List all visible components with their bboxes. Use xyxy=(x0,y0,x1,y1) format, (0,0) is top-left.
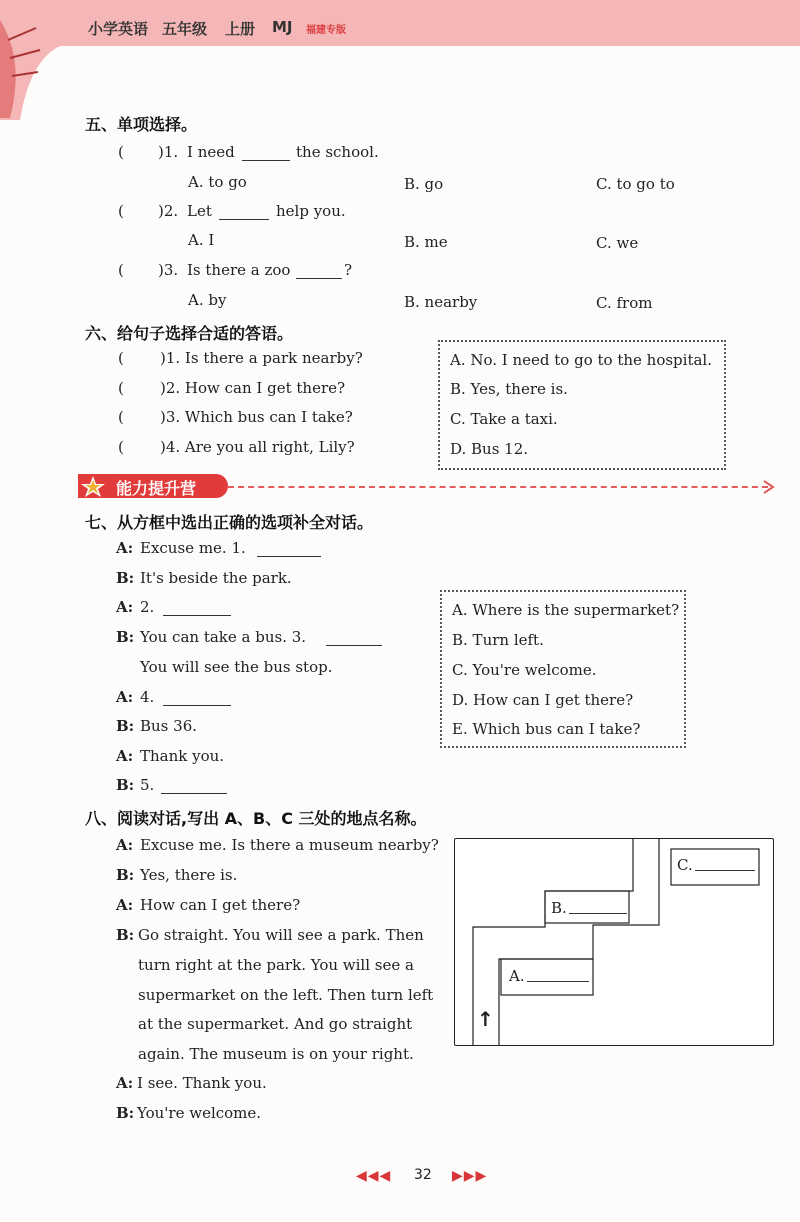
s8-line-2: Yes, there is. xyxy=(140,866,238,884)
s8-speaker-2: B: xyxy=(116,866,135,884)
s6-q2-text: )2. How can I get there? xyxy=(160,379,346,397)
s5-q1-option-b[interactable]: B. go xyxy=(404,175,444,193)
s7-line-2: It's beside the park. xyxy=(140,569,292,587)
map-label-c: C. xyxy=(677,856,693,874)
route-map xyxy=(454,838,774,1046)
map-blank-a[interactable] xyxy=(527,967,589,982)
footer-right-arrows: ▶▶▶ xyxy=(452,1168,488,1184)
s5-q2-blank[interactable] xyxy=(219,205,269,220)
s7-blank-2[interactable] xyxy=(163,601,231,616)
header-term: 上册 xyxy=(225,20,256,38)
s6-answer-a: A. No. I need to go to the hospital. xyxy=(450,351,712,369)
s6-q4-text: )4. Are you all right, Lily? xyxy=(160,438,355,456)
s6-q3-text: )3. Which bus can I take? xyxy=(160,408,353,426)
banner-dash-line xyxy=(228,486,768,488)
s8-line-5: turn right at the park. You will see a xyxy=(138,956,414,974)
map-blank-b[interactable] xyxy=(569,899,627,914)
s8-line-3: How can I get there? xyxy=(140,896,301,914)
s7-speaker-6: A: xyxy=(116,688,134,706)
s5-q2-num: )2. xyxy=(158,202,179,220)
s5-q2-stem-b: help you. xyxy=(276,202,346,220)
s5-q3-num: )3. xyxy=(158,261,179,279)
s7-speaker-4: B: xyxy=(116,628,135,646)
s5-q3-option-b[interactable]: B. nearby xyxy=(404,293,478,311)
s8-speaker-9: A: xyxy=(116,1074,134,1092)
s6-q2-paren: ( xyxy=(118,379,124,397)
s5-q2-option-a[interactable]: A. I xyxy=(188,231,215,249)
s5-q3-option-c[interactable]: C. from xyxy=(596,294,653,312)
header-grade: 五年级 xyxy=(162,20,208,38)
s5-q1-blank[interactable] xyxy=(242,146,290,161)
header-subject: 小学英语 xyxy=(88,20,149,38)
map-label-b: B. xyxy=(551,899,567,917)
s7-option-d: D. How can I get there? xyxy=(452,691,634,709)
s5-q2-stem-a: Let xyxy=(187,202,212,220)
s8-line-9: I see. Thank you. xyxy=(137,1074,267,1092)
s7-blank-5[interactable] xyxy=(161,779,227,794)
s8-line-1: Excuse me. Is there a museum nearby? xyxy=(140,836,439,854)
s6-q3-paren: ( xyxy=(118,408,124,426)
s7-speaker-3: A: xyxy=(116,598,134,616)
s7-option-b: B. Turn left. xyxy=(452,631,544,649)
s8-speaker-4: B: xyxy=(116,926,135,944)
s7-option-e: E. Which bus can I take? xyxy=(452,720,641,738)
s7-speaker-1: A: xyxy=(116,539,134,557)
s5-q2-paren: ( xyxy=(118,202,124,220)
s6-q1-paren: ( xyxy=(118,349,124,367)
s8-speaker-10: B: xyxy=(116,1104,135,1122)
s5-q1-option-c[interactable]: C. to go to xyxy=(596,175,675,193)
s8-speaker-3: A: xyxy=(116,896,134,914)
s7-line-1: Excuse me. 1. xyxy=(140,539,246,557)
s7-line-5: You will see the bus stop. xyxy=(140,658,333,676)
s8-speaker-1: A: xyxy=(116,836,134,854)
s5-q1-stem-a: I need xyxy=(187,143,235,161)
s6-answer-box xyxy=(438,340,726,470)
s7-blank-3[interactable] xyxy=(326,631,382,646)
s6-answer-b: B. Yes, there is. xyxy=(450,380,568,398)
s7-line-8: Thank you. xyxy=(140,747,225,765)
s6-q4-paren: ( xyxy=(118,438,124,456)
map-blank-c[interactable] xyxy=(695,856,755,871)
s5-q1-option-a[interactable]: A. to go xyxy=(188,173,247,191)
map-label-a: A. xyxy=(509,967,525,985)
s8-line-4: Go straight. You will see a park. Then xyxy=(138,926,424,944)
section7-title: 七、从方框中选出正确的选项补全对话。 xyxy=(85,513,374,532)
s5-q3-blank[interactable] xyxy=(296,264,342,279)
header-badge: 福建专版 xyxy=(306,25,346,36)
star-icon xyxy=(80,475,106,497)
s7-line-4: You can take a bus. 3. xyxy=(140,628,307,646)
s5-q3-stem-b: ? xyxy=(344,261,353,279)
page-number: 32 xyxy=(414,1167,432,1183)
s7-speaker-9: B: xyxy=(116,776,135,794)
up-arrow-icon: ↑ xyxy=(477,1007,494,1031)
s7-line-3: 2. xyxy=(140,598,155,616)
section8-title: 八、阅读对话,写出 A、B、C 三处的地点名称。 xyxy=(85,809,427,828)
s7-speaker-8: A: xyxy=(116,747,134,765)
s7-option-c: C. You're welcome. xyxy=(452,661,597,679)
s5-q2-option-c[interactable]: C. we xyxy=(596,234,639,252)
s5-q3-option-a[interactable]: A. by xyxy=(188,291,227,309)
s7-option-a: A. Where is the supermarket? xyxy=(452,601,680,619)
s7-blank-1[interactable] xyxy=(257,542,321,557)
s8-line-6: supermarket on the left. Then turn left xyxy=(138,986,434,1004)
s5-q1-paren: ( xyxy=(118,143,124,161)
s7-speaker-7: B: xyxy=(116,717,135,735)
s8-line-10: You're welcome. xyxy=(137,1104,262,1122)
s5-q1-num: )1. xyxy=(158,143,179,161)
s7-line-7: Bus 36. xyxy=(140,717,198,735)
s6-q1-text: )1. Is there a park nearby? xyxy=(160,349,363,367)
s7-option-box xyxy=(440,590,686,748)
footer-left-arrows: ◀◀◀ xyxy=(356,1168,392,1184)
s5-q2-option-b[interactable]: B. me xyxy=(404,233,448,251)
s5-q3-stem-a: Is there a zoo xyxy=(187,261,291,279)
section6-title: 六、给句子选择合适的答语。 xyxy=(85,324,294,343)
s5-q1-stem-b: the school. xyxy=(296,143,379,161)
s7-line-9: 5. xyxy=(140,776,155,794)
ability-banner-label: 能力提升营 xyxy=(116,479,197,498)
s6-answer-d: D. Bus 12. xyxy=(450,440,529,458)
s7-blank-4[interactable] xyxy=(163,691,231,706)
s7-speaker-2: B: xyxy=(116,569,135,587)
s5-q3-paren: ( xyxy=(118,261,124,279)
arrow-right-icon xyxy=(762,479,776,495)
s8-line-8: again. The museum is on your right. xyxy=(138,1045,414,1063)
header-edition: MJ xyxy=(272,18,293,36)
s8-line-7: at the supermarket. And go straight xyxy=(138,1015,413,1033)
section5-title: 五、单项选择。 xyxy=(85,115,198,134)
s6-answer-c: C. Take a taxi. xyxy=(450,410,558,428)
s7-line-6: 4. xyxy=(140,688,155,706)
